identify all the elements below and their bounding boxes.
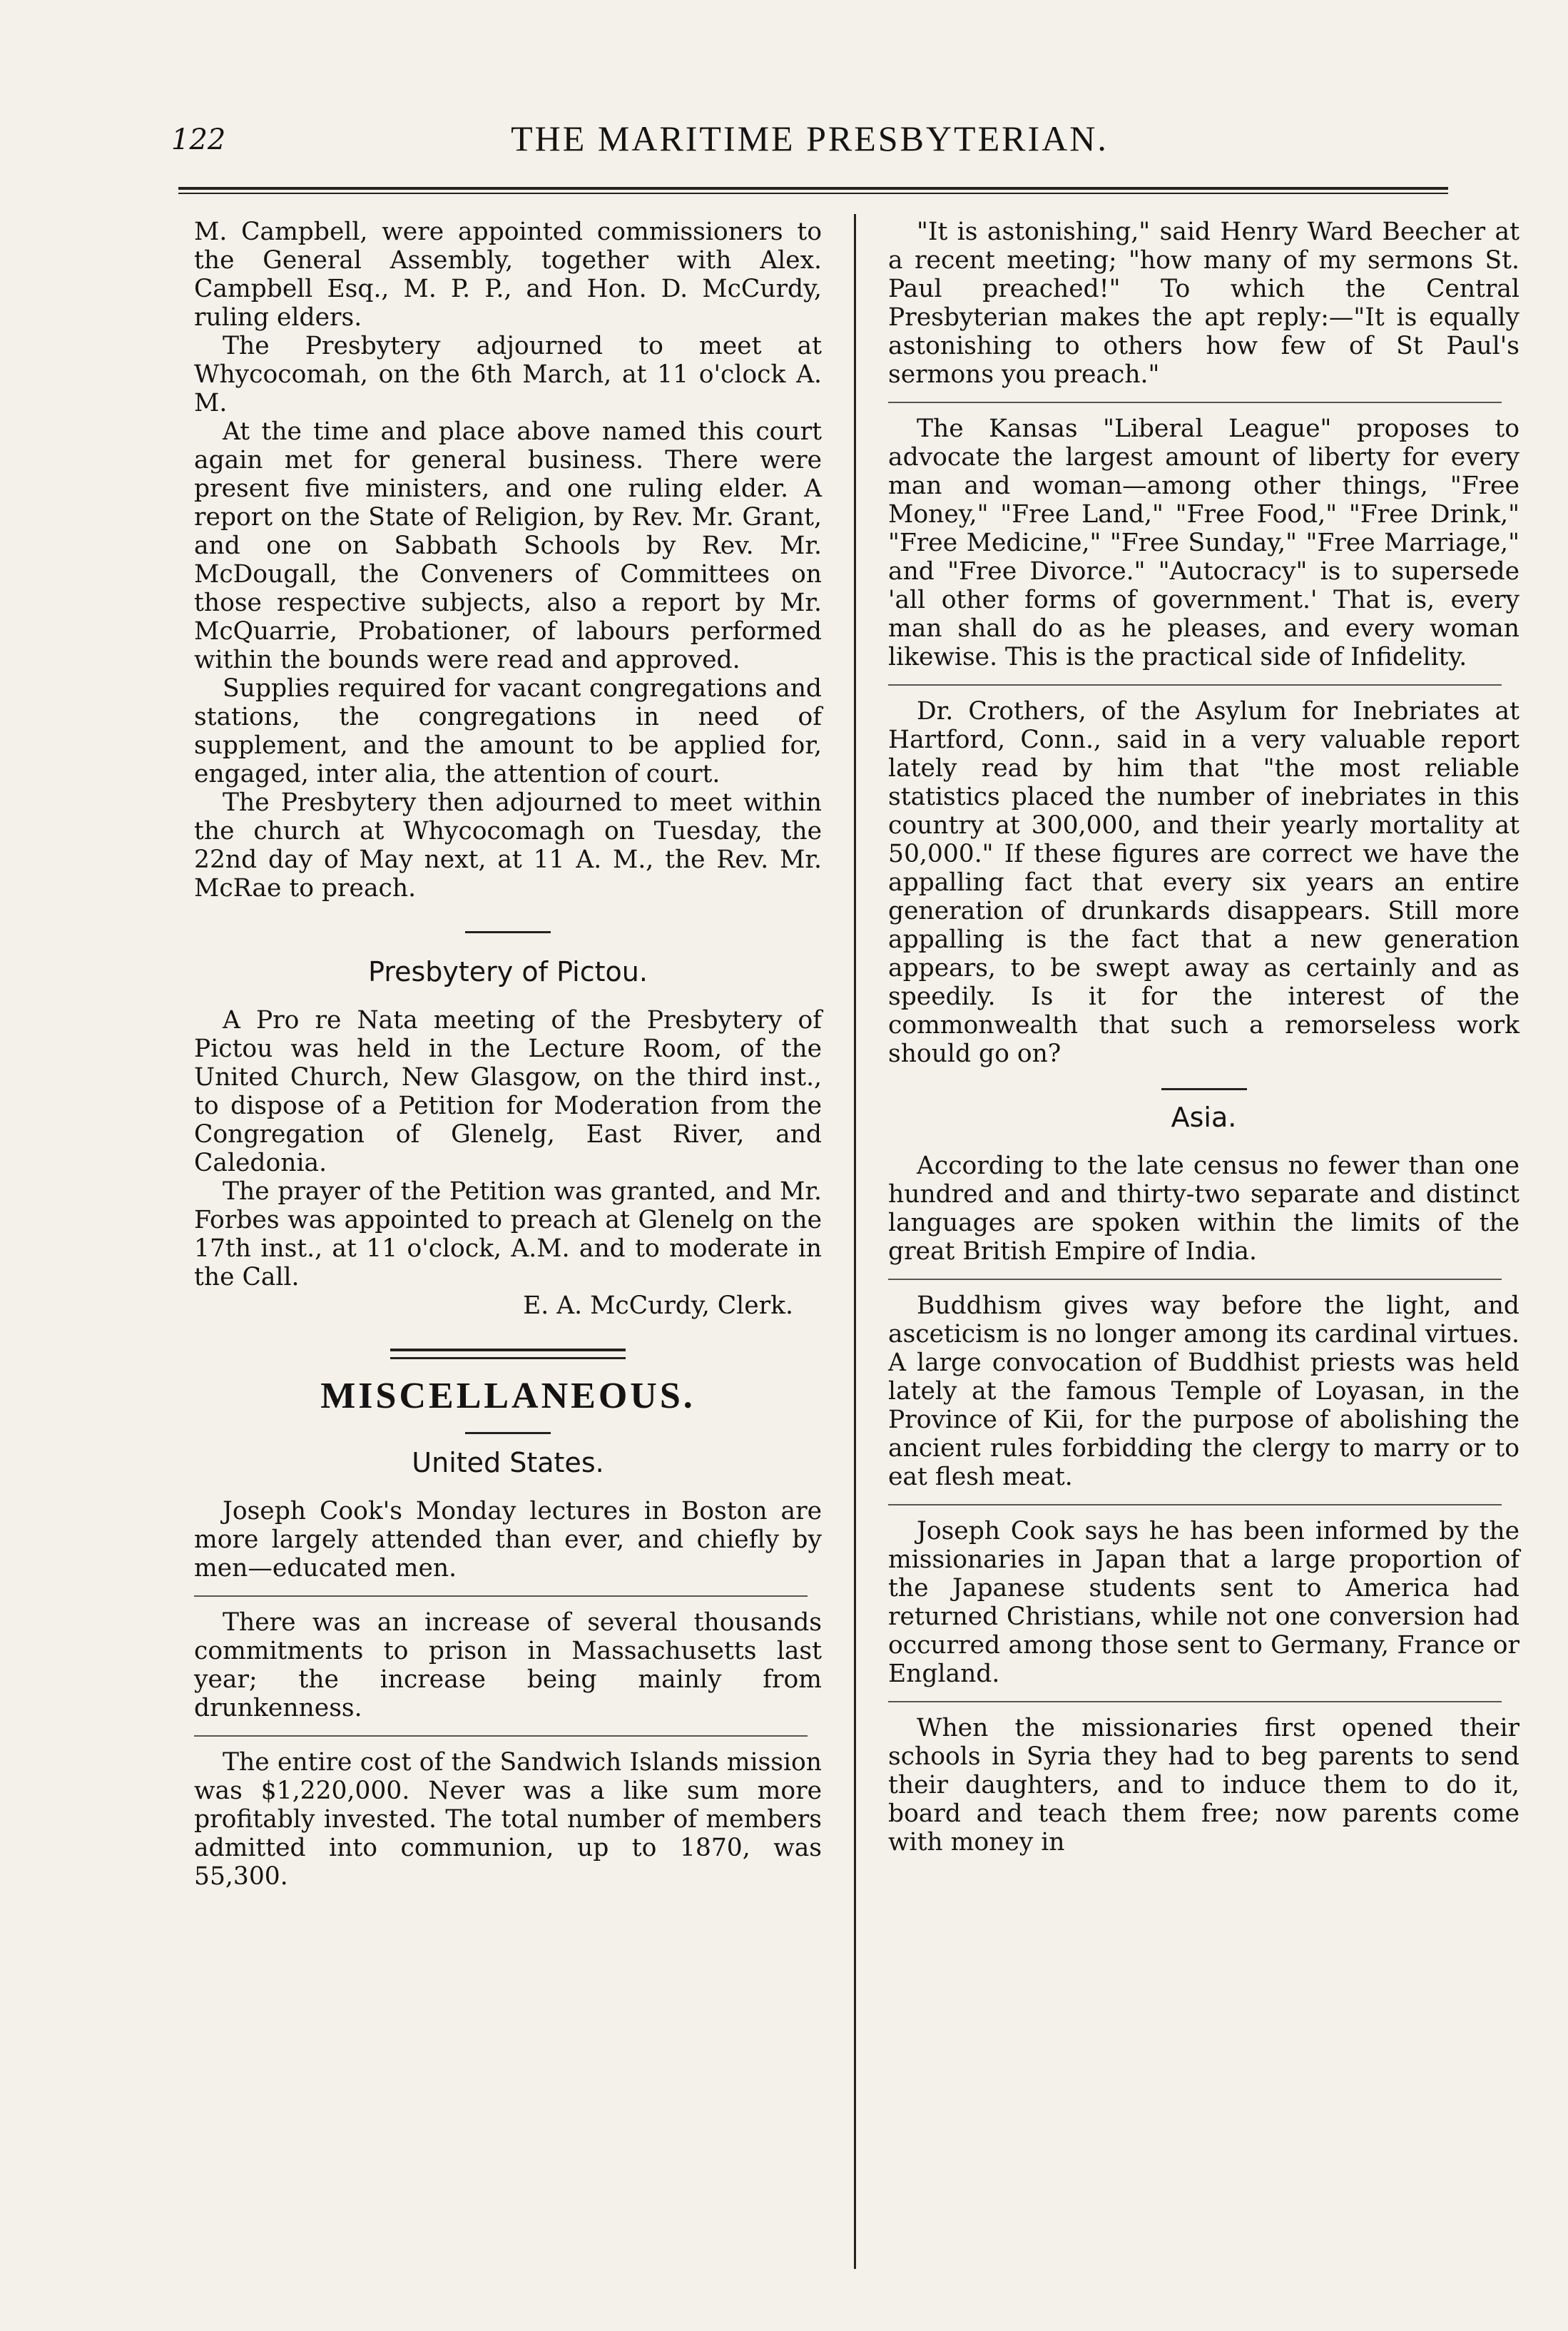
item-separator xyxy=(194,1735,808,1737)
paragraph: Buddhism gives way before the light, and asceticism is no longer among its cardinal virtues. A large convocation of Buddhist priests was held lately at the famous Temple of Loyasan, in the Province of Kii, for the purpose of abolishing the ancient rules forbidding the clergy to marry or to eat flesh meat. xyxy=(888,1291,1519,1491)
paragraph: Supplies required for vacant congregations and stations, the congregations in need of supplement, and the amount to be applied for, engaged, inter alia, the attention of court. xyxy=(194,674,822,788)
paragraph: M. Campbell, were appointed commissioners to the General Assembly, together with Alex. Campbell Esq., M. P. P., and Hon. D. McCurdy, ruling elders. xyxy=(194,218,822,332)
double-rule xyxy=(390,1349,626,1359)
item-separator xyxy=(888,1701,1502,1702)
section-rule xyxy=(465,931,551,933)
paragraph: The entire cost of the Sandwich Islands mission was $1,220,000. Never was a like sum more profitably invested. The total number of members admitted into communion, up to 1870, was 55,300. xyxy=(194,1748,822,1891)
paragraph: Joseph Cook says he has been informed by the missionaries in Japan that a large proportion of the Japanese students sent to America had returned Christians, while not one conversion had occurred among those sent to Germany, France or England. xyxy=(888,1517,1519,1688)
item-separator xyxy=(888,1504,1502,1505)
paragraph: A Pro re Nata meeting of the Presbytery of Pictou was held in the Lecture Room, of the United Church, New Glasgow, on the third inst., to dispose of a Petition for Moderation from the Congregation of Glenelg, East River, and Caledonia. xyxy=(194,1006,822,1177)
section-rule xyxy=(1161,1088,1247,1090)
item-separator xyxy=(194,1595,808,1597)
paragraph: The Kansas "Liberal League" proposes to advocate the largest amount of liberty for every man and woman—among other things, "Free Money," "Free Land," "Free Food," "Free Drink," "Free Medicine," "Free Sunday," "Free Marriage," and "Free Divorce." "Autocracy" is to supersede 'all other forms of government.' That is, every man shall do as he pleases, and every woman likewise. This is the practical side of Infidelity. xyxy=(888,415,1519,671)
page-number: 122 xyxy=(171,123,226,156)
paragraph: Dr. Crothers, of the Asylum for Inebriates at Hartford, Conn., said in a very valuable report lately read by him that "the most reliable statistics placed the number of inebriates in this country at 300,000, and their yearly mortality at 50,000." If these figures are correct we have the appalling fact that every six years an entire generation of drunkards disappears. Still more appalling is the fact that a new generation appears, to be swept away as certainly and as speedily. Is it for the interest of the commonwealth that such a remorseless work should go on? xyxy=(888,697,1519,1068)
running-title: THE MARITIME PRESBYTERIAN. xyxy=(511,118,1109,158)
item-separator xyxy=(888,1279,1502,1280)
header-rule-thin xyxy=(178,193,1448,194)
paragraph: There was an increase of several thousands commitments to prison in Massachusetts last year; the increase being mainly from drunkenness. xyxy=(194,1608,822,1722)
section-title-miscellaneous: MISCELLANEOUS. xyxy=(320,1376,696,1416)
signature: E. A. McCurdy, Clerk. xyxy=(523,1291,793,1320)
heading-united-states: United States. xyxy=(412,1447,604,1478)
left-column xyxy=(194,218,822,1891)
paragraph: The Presbytery then adjourned to meet within the church at Whycocomagh on Tuesday, the 22nd day of May next, at 11 A. M., the Rev. Mr. McRae to preach. xyxy=(194,788,822,903)
paragraph: When the missionaries first opened their schools in Syria they had to beg parents to send their daughters, and to induce them to do it, board and teach them free; now parents come with money in xyxy=(888,1714,1519,1857)
header-rule xyxy=(178,187,1448,190)
paragraph: At the time and place above named this court again met for general business. There were present five ministers, and one ruling elder. A report on the State of Religion, by Rev. Mr. Grant, and one on Sabbath Schools by Rev. Mr. McDougall, the Conveners of Committees on those respective subjects, also a report by Mr. McQuarrie, Probationer, of labours performed within the bounds were read and approved. xyxy=(194,417,822,674)
item-separator xyxy=(888,402,1502,403)
heading-asia: Asia. xyxy=(1171,1102,1237,1133)
column-divider xyxy=(854,214,856,2269)
right-column xyxy=(888,218,1519,1857)
paragraph: "It is astonishing," said Henry Ward Beecher at a recent meeting; "how many of my sermons St. Paul preached!" To which the Central Presbyterian makes the apt reply:—"It is equally astonishing to others how few of St Paul's sermons you preach." xyxy=(888,218,1519,389)
page-header xyxy=(171,118,1448,175)
paragraph: The Presbytery adjourned to meet at Whycocomah, on the 6th March, at 11 o'clock A. M. xyxy=(194,332,822,417)
paragraph: According to the late census no fewer than one hundred and and thirty-two separate and distinct languages are spoken within the limits of the great British Empire of India. xyxy=(888,1152,1519,1266)
item-separator xyxy=(888,684,1502,686)
paragraph: The prayer of the Petition was granted, and Mr. Forbes was appointed to preach at Glenelg on the 17th inst., at 11 o'clock, A.M. and to moderate in the Call. xyxy=(194,1177,822,1291)
section-rule xyxy=(465,1432,551,1434)
heading-presbytery-of-pictou: Presbytery of Pictou. xyxy=(368,956,648,987)
paragraph: Joseph Cook's Monday lectures in Boston are more largely attended than ever, and chiefly by men—educated men. xyxy=(194,1497,822,1583)
